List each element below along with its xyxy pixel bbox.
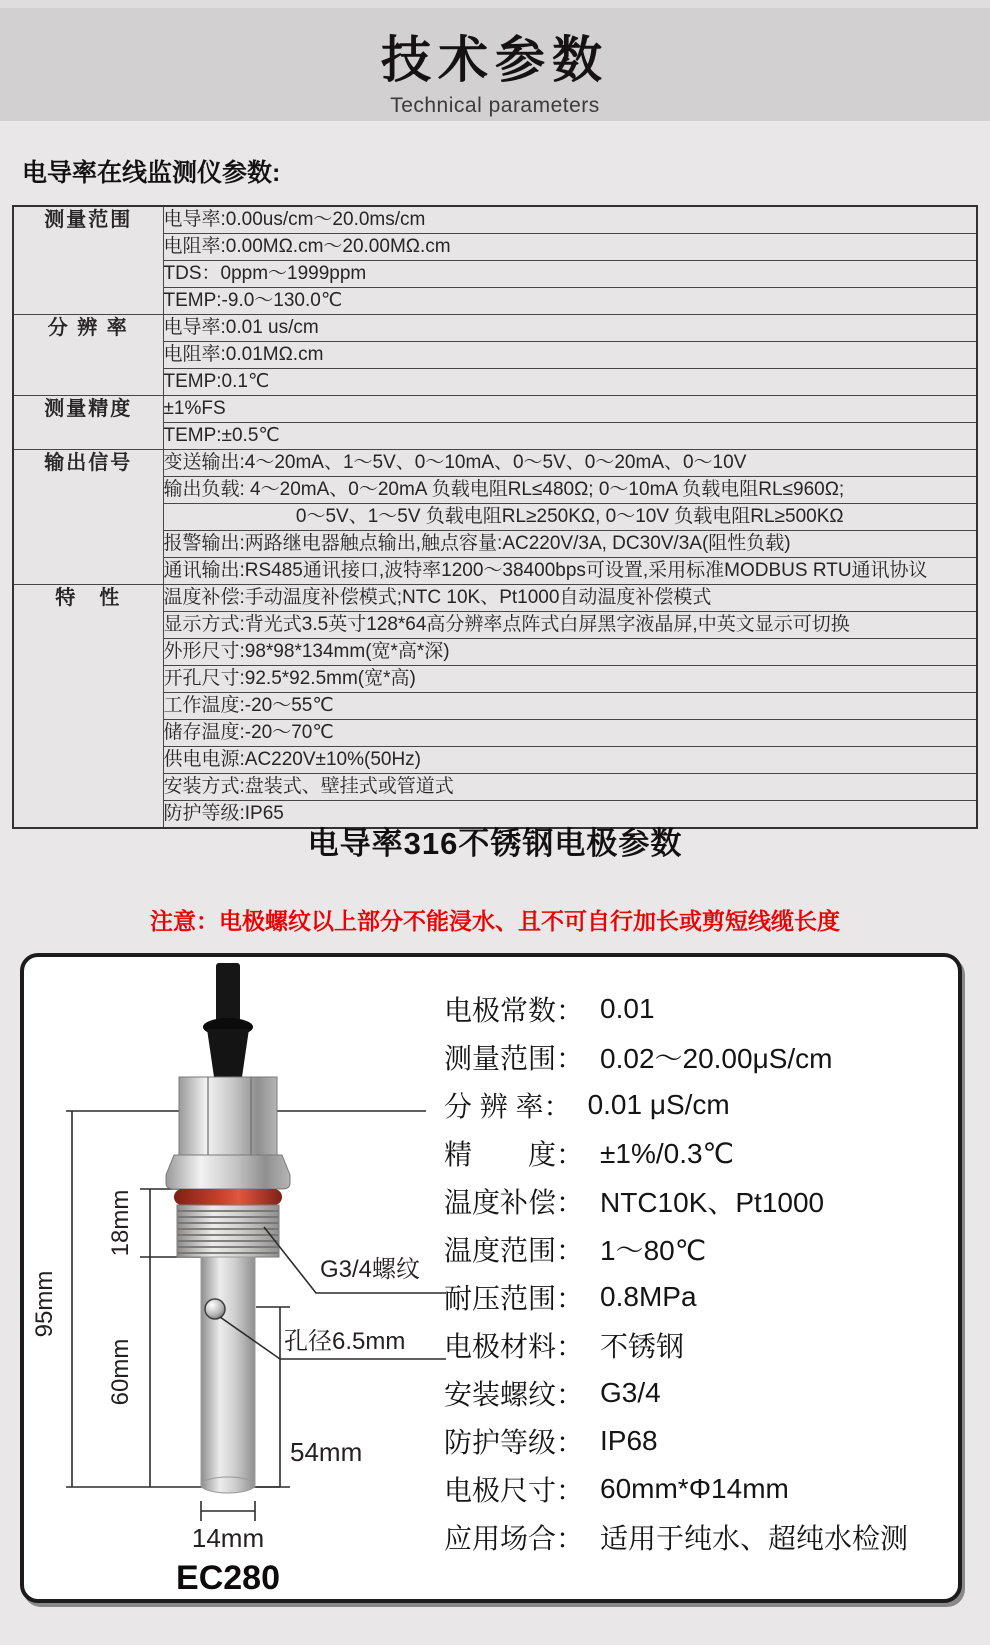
param-label: 电极尺寸： bbox=[444, 1475, 585, 1506]
list-item bbox=[444, 1513, 949, 1561]
hex-nut bbox=[179, 1077, 277, 1155]
hole-label: 孔径6.5mm bbox=[284, 1328, 406, 1355]
list-item bbox=[444, 1417, 949, 1465]
table-row bbox=[13, 396, 977, 423]
param-value: 不锈钢 bbox=[600, 1331, 685, 1362]
spec-cell: 报警输出:两路继电器触点输出,触点容量:AC220V/3A, DC30V/3A(阻性负载) bbox=[163, 531, 977, 558]
dim-label-overall: 95mm bbox=[31, 1270, 58, 1338]
dim-label-body: 60mm bbox=[107, 1338, 134, 1406]
spec-cell: 电阻率:0.00MΩ.cm～20.00MΩ.cm bbox=[163, 234, 977, 261]
flange bbox=[166, 1155, 290, 1189]
electrode-section-heading: 电导率316不锈钢电极参数 bbox=[307, 826, 683, 861]
spec-cell: 工作温度:-20～55℃ bbox=[163, 693, 977, 720]
param-label: 测量范围： bbox=[444, 1043, 585, 1074]
param-value: IP68 bbox=[600, 1425, 658, 1456]
param-value: 60mm*Φ14mm bbox=[600, 1473, 789, 1504]
param-value: 0.01 bbox=[600, 993, 655, 1024]
list-item bbox=[444, 1369, 949, 1417]
group-label-measuring-range: 测量范围 bbox=[13, 206, 163, 315]
param-label: 电极材料： bbox=[444, 1331, 585, 1362]
param-value: ±1%/0.3℃ bbox=[600, 1137, 734, 1169]
dim-14mm-line bbox=[201, 1501, 255, 1521]
param-value: 0.01 μS/cm bbox=[587, 1089, 730, 1120]
list-item bbox=[444, 1321, 949, 1369]
thread-section bbox=[177, 1205, 279, 1257]
page-title: 技术参数 bbox=[381, 32, 609, 88]
param-label: 分 辨 率： bbox=[444, 1091, 572, 1122]
spec-cell: 电阻率:0.01MΩ.cm bbox=[163, 342, 977, 369]
param-value: 0.8MPa bbox=[600, 1281, 697, 1312]
spec-cell: TEMP:±0.5℃ bbox=[163, 423, 977, 450]
param-label: 防护等级： bbox=[444, 1427, 585, 1458]
thread-label: G3/4螺纹 bbox=[320, 1256, 421, 1283]
model-label: EC280 bbox=[176, 1559, 280, 1597]
spec-cell: TEMP:-9.0～130.0℃ bbox=[163, 288, 977, 315]
param-value: 适用于纯水、超纯水检测 bbox=[600, 1523, 909, 1554]
spec-cell: 0～5V、1～5V 负载电阻RL≥250KΩ, 0～10V 负载电阻RL≥500KΩ bbox=[163, 504, 977, 531]
spec-cell: 电导率:0.01 us/cm bbox=[163, 315, 977, 342]
electrode-card bbox=[20, 953, 962, 1603]
list-item bbox=[444, 1177, 949, 1225]
spec-cell: 外形尺寸:98*98*134mm(宽*高*深) bbox=[163, 639, 977, 666]
dim-label-neck: 18mm bbox=[107, 1189, 134, 1257]
spec-cell: TEMP:0.1℃ bbox=[163, 369, 977, 396]
param-label: 电极常数： bbox=[444, 995, 585, 1026]
group-label-features: 特 性 bbox=[13, 585, 163, 829]
param-label: 耐压范围： bbox=[444, 1283, 585, 1314]
electrode-params-list bbox=[444, 985, 949, 1561]
dim-label-width: 14mm bbox=[191, 1523, 265, 1553]
list-item bbox=[444, 1273, 949, 1321]
probe-hole bbox=[205, 1299, 225, 1319]
electrode-body bbox=[166, 963, 290, 1493]
top-strip bbox=[0, 0, 990, 8]
o-ring bbox=[174, 1189, 282, 1205]
spec-cell: 防护等级:IP65 bbox=[163, 801, 977, 829]
table-row bbox=[13, 585, 977, 612]
meter-section-heading: 电导率在线监测仪参数: bbox=[22, 159, 281, 187]
dim-label-right: 54mm bbox=[290, 1437, 363, 1467]
spec-cell: 变送输出:4～20mA、1～5V、0～10mA、0～5V、0～20mA、0～10V bbox=[163, 450, 977, 477]
param-label: 精 度： bbox=[444, 1139, 585, 1170]
list-item bbox=[444, 985, 949, 1033]
shaft-tip bbox=[201, 1477, 255, 1493]
param-label: 温度范围： bbox=[444, 1235, 585, 1266]
group-label-output-signal: 输出信号 bbox=[13, 450, 163, 585]
spec-cell: 输出负载: 4～20mA、0～20mA 负载电阻RL≤480Ω; 0～10mA 负载电阻RL≤960Ω; bbox=[163, 477, 977, 504]
param-label: 安装螺纹： bbox=[444, 1379, 585, 1410]
spec-cell: 储存温度:-20～70℃ bbox=[163, 720, 977, 747]
spec-cell: ±1%FS bbox=[163, 396, 977, 423]
electrode-illustration bbox=[28, 959, 458, 1599]
list-item bbox=[444, 1033, 949, 1081]
table-row bbox=[13, 206, 977, 234]
param-value: NTC10K、Pt1000 bbox=[600, 1187, 825, 1218]
list-item bbox=[444, 1225, 949, 1273]
shaft bbox=[201, 1257, 255, 1485]
param-value: 0.02～20.00μS/cm bbox=[600, 1043, 833, 1074]
spec-cell: 安装方式:盘装式、壁挂式或管道式 bbox=[163, 774, 977, 801]
param-label: 应用场合： bbox=[444, 1523, 585, 1554]
warning-note: 注意：电极螺纹以上部分不能浸水、且不可自行加长或剪短线缆长度 bbox=[150, 908, 840, 934]
page-subtitle: Technical parameters bbox=[390, 94, 600, 117]
spec-cell: 供电电源:AC220V±10%(50Hz) bbox=[163, 747, 977, 774]
meter-spec-table bbox=[12, 205, 978, 829]
cable bbox=[216, 963, 240, 1027]
param-value: G3/4 bbox=[600, 1377, 661, 1408]
title-band bbox=[0, 8, 990, 121]
group-label-accuracy: 测量精度 bbox=[13, 396, 163, 450]
spec-cell: 温度补偿:手动温度补偿模式;NTC 10K、Pt1000自动温度补偿模式 bbox=[163, 585, 977, 612]
param-label: 温度补偿： bbox=[444, 1187, 585, 1218]
spec-cell: 电导率:0.00us/cm～20.0ms/cm bbox=[163, 206, 977, 234]
strain-relief bbox=[207, 1029, 249, 1077]
spec-cell: 显示方式:背光式3.5英寸128*64高分辨率点阵式白屏黑字液晶屏,中英文显示可切换 bbox=[163, 612, 977, 639]
group-label-resolution: 分 辨 率 bbox=[13, 315, 163, 396]
list-item bbox=[444, 1465, 949, 1513]
spec-cell: 开孔尺寸:92.5*92.5mm(宽*高) bbox=[163, 666, 977, 693]
spec-cell: TDS：0ppm～1999ppm bbox=[163, 261, 977, 288]
list-item bbox=[444, 1081, 949, 1129]
table-row bbox=[13, 450, 977, 477]
list-item bbox=[444, 1129, 949, 1177]
table-row bbox=[13, 315, 977, 342]
spec-cell: 通讯输出:RS485通讯接口,波特率1200～38400bps可设置,采用标准MODBUS RTU通讯协议 bbox=[163, 558, 977, 585]
param-value: 1～80℃ bbox=[600, 1235, 707, 1266]
